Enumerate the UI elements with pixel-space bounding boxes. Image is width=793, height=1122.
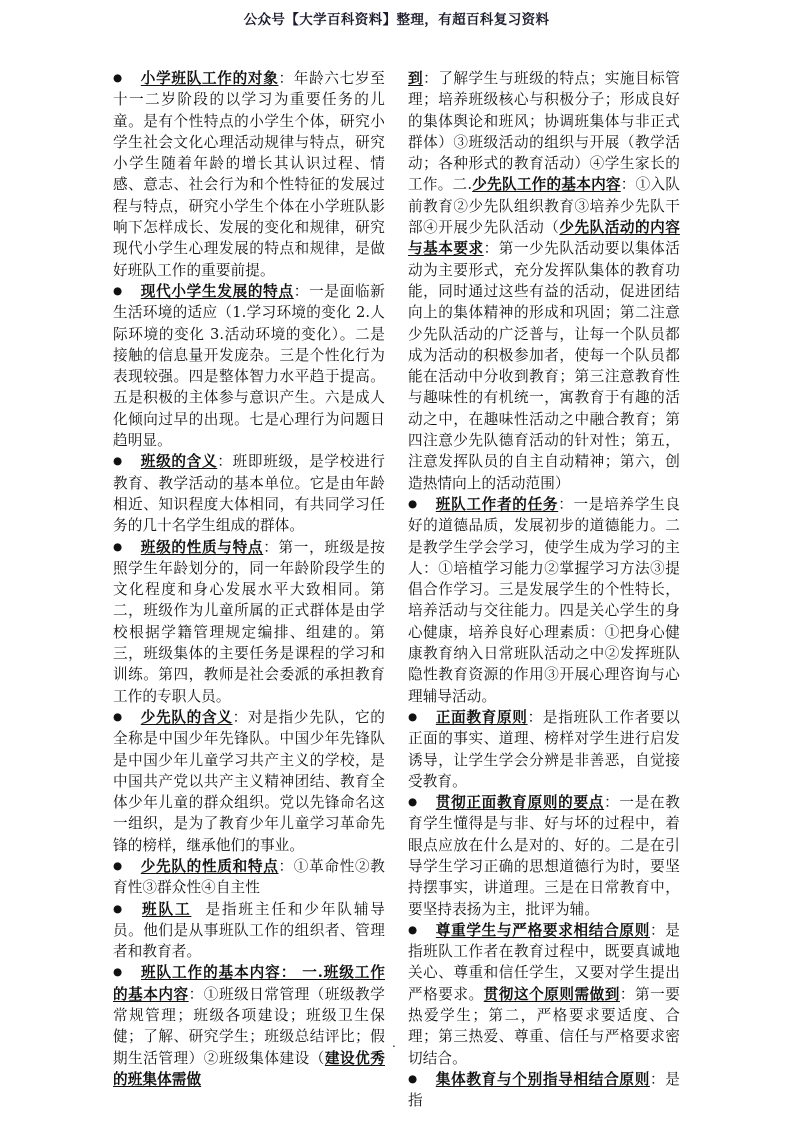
note-body: ：①班级日常管理（班级教学常规管理；班级各项建设；班级卫生保健；了解、研究学生；班级总结评比；假期生活管理）②班级集体建设（ xyxy=(113,985,385,1067)
note-heading: 少先队的含义 xyxy=(140,708,233,726)
note-heading: 小学班队工作的对象 xyxy=(140,70,279,87)
note-subheading: 贯彻这个原则需做到 xyxy=(483,985,620,1003)
note-body: ：①革命性②教育性③群众性④自主性 xyxy=(113,857,386,897)
note-body: ：第一要热爱学生；第二，严格要求要适度、合理；第三热爱、尊重、信任与严格要求密切结合。 xyxy=(408,985,680,1067)
note-body: ：①入队前教育②少先队组织教育③培养少先队干部④开展少先队活动（ xyxy=(408,176,680,237)
note-body: ：班即班级，是学校进行教育、教学活动的基本单位。它是由年龄相近、知识程度大体相同，有共同学习任务的几十名学生组成的群体。 xyxy=(113,453,385,535)
note-body: 是指班主任和少年队辅导员。他们是从事班队工作的组织者、管理者和教育者。 xyxy=(113,900,385,961)
note-heading: 班队工作的基本内容 xyxy=(141,964,281,982)
note-body: ：是指 xyxy=(408,1070,680,1110)
note-body: ：对是指少先队，它的全称是中国少年先锋队。中国少年先锋队是中国少年儿童学习共产主义的学校，是中国共产党以共产主义精神团结、教育全体少年儿童的群众组织。党以先锋命名这一组织，是为了教育少年儿童学习革命先锋的榜样，继承他们的事业。 xyxy=(113,708,385,854)
note-subheading: 少先队工作的基本内容 xyxy=(472,176,621,194)
note-heading: 到 xyxy=(408,70,424,87)
note-heading: 现代小学生发展的特点 xyxy=(140,282,294,300)
note-subheading: 少先队活动的内容与基本要求 xyxy=(408,219,680,258)
note-block xyxy=(113,68,385,281)
note-block-continued xyxy=(408,68,680,494)
note-heading: 集体教育与个别指导相结合原则 xyxy=(435,1070,650,1088)
note-block xyxy=(113,281,385,451)
note-body: ：一是培养学生良好的道德品质，发展初步的道德能力。二是教学生学会学习，使学生成为学习的主人：①培植学习能力②掌握学习方法③提倡合作学习。三是发展学生的个性特长，培养活动与交往能力。四是关心学生的身心健康，培养良好心理素质：①把身心健康教育纳入日常班队活动之中②发挥班队隐性教育资源的作用③开展心理咨询与心理辅导活动。 xyxy=(408,495,680,705)
note-body: ：第一，班级是按照学生年龄划分的，同一年龄阶段学生的文化程度和身心发展水平大致相同。第二，班级作为儿童所属的正式群体是由学校根据学籍管理规定编排、组建的。第三，班级集体的主要任务是课程的学习和训练。第四，教师是社会委派的承担教育工作的专职人员。 xyxy=(113,538,385,705)
footer-page-mark: . xyxy=(392,1036,396,1050)
note-body: ：一是面临新生活环境的适应（1.学习环境的变化 2.人际环境的变化 3.活动环境的变化）。二是接触的信息量开发庞杂。三是个性化行为表现较强。四是整体智力水平趋于提高。五是积极的主体参与意识产生。六是成人化倾向过早的出现。七是心理行为问题日趋明显。 xyxy=(113,282,385,450)
note-heading-separator: ： 一. xyxy=(280,964,323,982)
note-body: ：是指班队工作者要以正面的事实、道理、榜样对学生进行启发诱导，让学生学会分辨是非善恶，自觉接受教育。 xyxy=(408,708,680,790)
note-body: ：了解学生与班级的特点；实施目标管理；培养班级核心与积极分子；形成良好的集体舆论和班风；协调班集体与非正式群体）③班级活动的组织与开展（教学活动；各种形式的教育活动）④学生家长的工作。二. xyxy=(408,70,680,194)
note-heading: 尊重学生与严格要求相结合原则 xyxy=(435,921,650,939)
note-heading: 班级的含义 xyxy=(140,453,218,471)
note-block xyxy=(408,920,680,1069)
note-block xyxy=(113,707,385,856)
note-body: ：一是在教育学生懂得是与非、好与坏的过程中，着眼点应放在什么是对的、好的。二是在引导学生学习正确的思想道德行为时，要坚持摆事实，讲道理。三是在日常教育中，要坚持表扬为主，批评为辅。 xyxy=(408,794,680,918)
note-block xyxy=(113,451,385,536)
note-block xyxy=(408,1069,680,1112)
left-column xyxy=(113,68,385,1090)
note-heading: 正面教育原则 xyxy=(435,708,528,726)
note-heading: 贯彻正面教育原则的要点 xyxy=(435,794,605,812)
note-block xyxy=(113,856,385,899)
note-subheading: 班级工作的基本内容 xyxy=(113,964,386,1003)
note-body-emphasis: 建设优秀的班集体需做 xyxy=(113,1049,385,1088)
note-block xyxy=(408,707,680,792)
note-heading: 少先队的性质和特点 xyxy=(140,857,279,875)
note-block xyxy=(408,792,680,920)
note-heading: 班队工作者的任务 xyxy=(435,495,559,513)
note-body: ：年龄六七岁至十一二岁阶段的以学习为重要任务的儿童。是有个性特点的小学生个体，研究小学生社会文化心理活动规律与特点，研究小学生随着年龄的增长其认识过程、情感、意志、社会行为和个性特征的发展过程与特点，研究小学生个体在小学班队影响下怎样成长、发展的变化和规律，研究现代小学生心理发展的特点和规律，是做好班队工作的重要前提。 xyxy=(113,70,386,279)
note-body: ：第一少先队活动要以集体活动为主要形式，充分发挥队集体的教育功能，同时通过这些有益的活动，促进团结向上的集体精神的形成和巩固；第二注意少先队活动的广泛普与，让每一个队员都成为活动的积极参加者，使每一个队员都能在活动中分收到教育；第三注意教育性与趣味性的有机统一，寓教育于有趣的活动之中，在趣味性活动之中融合教育；第四注意少先队德育活动的针对性；第五，注意发挥队员的自主自动精神；第六，创造热情向上的活动范围） xyxy=(408,240,680,492)
note-block xyxy=(113,962,385,1090)
note-block xyxy=(113,537,385,707)
watermark-header: 公众号【大学百科资料】整理，有超百科复习资料 xyxy=(243,12,550,28)
note-body: ：是指班队工作者在教育过程中，既要真诚地关心、尊重和信任学生，又要对学生提出严格要求。 xyxy=(408,921,680,1003)
two-column-body xyxy=(113,68,680,1112)
note-heading: 班队工 xyxy=(141,900,192,918)
note-heading: 班级的性质与特点 xyxy=(140,538,264,556)
note-block xyxy=(113,899,385,963)
right-column xyxy=(408,68,680,1112)
note-block xyxy=(408,494,680,707)
